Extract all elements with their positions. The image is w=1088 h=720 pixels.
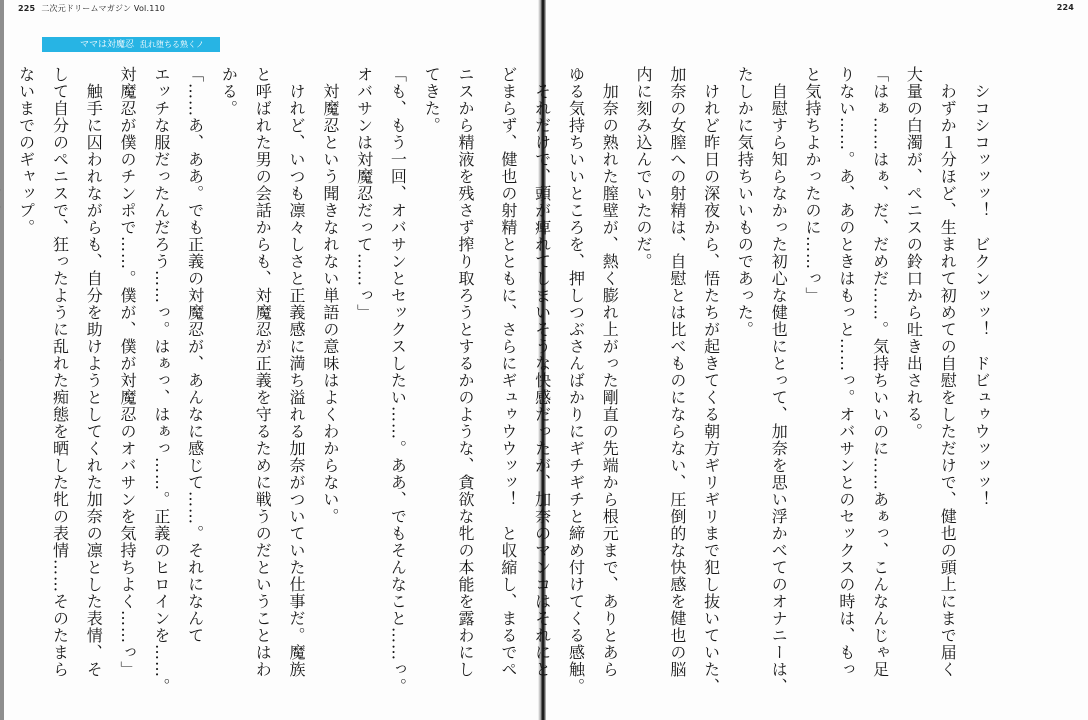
- text-column: 自慰すら知らなかった初心な健也にとって、加奈を思い浮かべてのオナニーは、: [769, 66, 789, 695]
- text-column: どまらず、健也の射精とともに、さらにギュゥウウッッ！ と収縮し、まるでペ: [498, 66, 518, 678]
- text-column: 「……あ、ああ。でも正義の対魔忍が、あんなに感じて……。それになんて: [185, 66, 205, 644]
- text-column: けれど昨日の深夜から、悟たちが起きてくる朝方ギリギリまで犯し抜いていた、: [701, 66, 721, 695]
- text-column: と気持ちよかったのに……っ」: [803, 66, 823, 304]
- text-column: オバサンは対魔忍だって……っ」: [354, 66, 374, 321]
- text-column: ゆる気持ちいいところを、押しつぶさんばかりにギチギチと締め付けてくる感触。: [566, 66, 586, 695]
- section-tab: [42, 37, 220, 52]
- text-column: 「はぁ……はぁ、だ、だめだ……。気持ちいいのに……あぁっ、こんなんじゃ足: [870, 66, 890, 678]
- left-running-head: [18, 3, 165, 14]
- text-column: わずか１分ほど、生まれて初めての自慰をしただけで、健也の頭上にまで届く: [938, 66, 958, 678]
- text-column: 大量の白濁が、ペニスの鈴口から吐き出される。: [904, 66, 924, 440]
- text-column: たしかに気持ちいいものであった。: [735, 66, 755, 338]
- left-body-text: [0, 66, 482, 695]
- right-page: [498, 0, 1088, 720]
- section-subtitle: 乱れ堕ちる熟くノ: [140, 40, 205, 49]
- text-column: して自分のペニスで、狂ったように乱れた痴態を晒した牝の表情……そのたまら: [50, 66, 70, 678]
- text-column: それだけで、頭が痺れてしまいそうな快感だったが、加奈のマンコはそれにと: [532, 66, 552, 678]
- magazine-title: 二次元ドリームマガジン Vol.110: [41, 4, 166, 13]
- text-column: ないまでのギャップ。: [16, 66, 36, 236]
- text-column: かる。: [219, 66, 239, 117]
- right-body-text: [491, 66, 998, 695]
- text-column: てきた。: [422, 66, 442, 134]
- text-column: けれど、いつも凛々しさと正義感に満ち溢れる加奈がついていた仕事だ。魔族: [287, 66, 307, 678]
- text-column: りない……。あ、あのときはもっと……っ。オバサンとのセックスの時は、もっ: [836, 66, 856, 678]
- text-column: 加奈の女膣への射精は、自慰とは比べものにならない、圧倒的な快感を健也の脳: [667, 66, 687, 678]
- text-column: [0, 66, 9, 646]
- text-column: 「も、もう一回、オバサンとセックスしたい……。ああ、でもそんなこと……っ。: [388, 66, 408, 695]
- left-page: [4, 0, 540, 720]
- section-title: ママは対魔忍: [80, 40, 135, 50]
- text-column: と呼ばれた男の会話からも、対魔忍が正義を守るために戦うのだということはわ: [253, 66, 273, 678]
- left-page-number: 225: [18, 4, 36, 13]
- text-column: 内に刻み込んでいたのだ。: [634, 66, 654, 270]
- text-column: エッチな服だったんだろう……っ。はぁっ、はぁっ……。正義のヒロインを……。: [151, 66, 171, 695]
- text-column: 触手に囚われながらも、自分を助けようとしてくれた加奈の凛とした表情、そ: [84, 66, 104, 678]
- text-column: 対魔忍という聞きなれない単語の意味はよくわからない。: [320, 66, 340, 525]
- text-column: シコシコッッッ！ ビクンッッ！ ドビュゥウッッッ！: [972, 66, 991, 508]
- right-page-number: 224: [1056, 3, 1074, 12]
- text-column: 加奈の熟れた膣壁が、熱く膨れ上がった剛直の先端から根元まで、ありとあら: [600, 66, 620, 678]
- text-column: ニスから精液を残さず搾り取ろうとするかのような、貪欲な牝の本能を露わにし: [456, 66, 475, 678]
- text-column: 対魔忍が僕のチンポで……。僕が、僕が対魔忍のオバサンを気持ちよく……っ」: [118, 66, 138, 678]
